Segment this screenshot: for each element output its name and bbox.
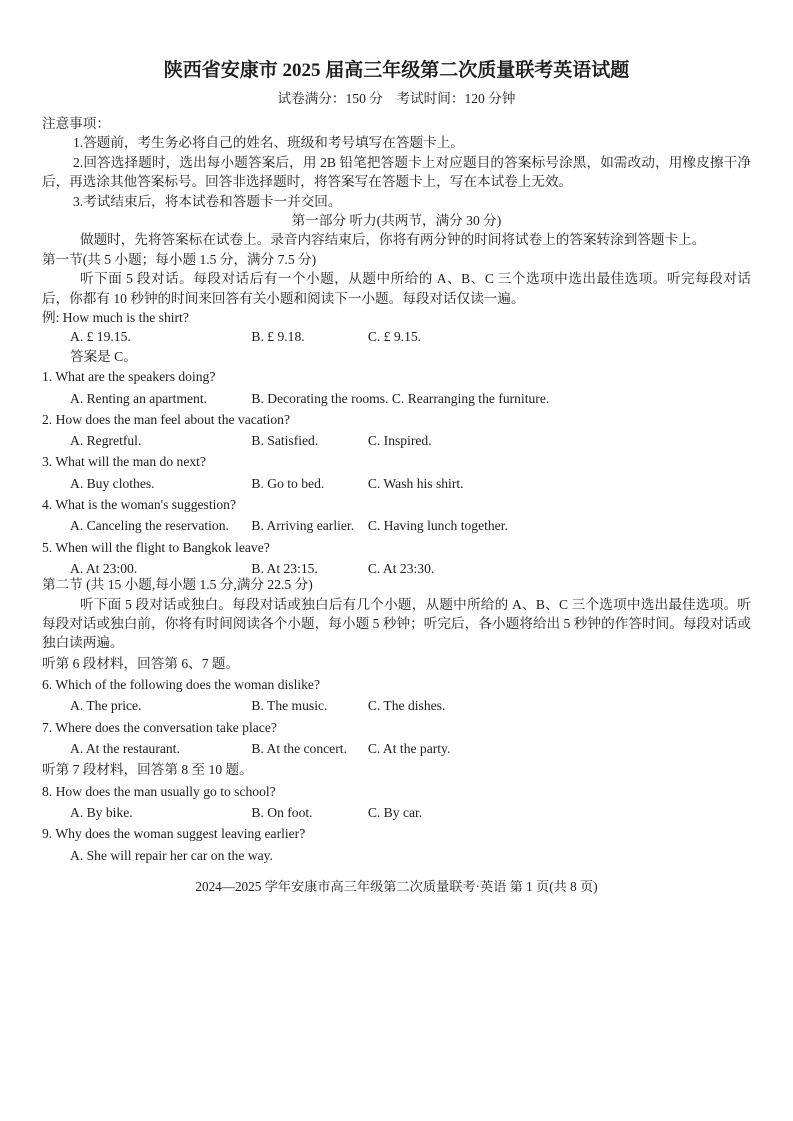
question-4-option-a: A. Canceling the reservation. bbox=[70, 518, 229, 534]
question-5-option-b: B. At 23:15. bbox=[251, 560, 318, 576]
question-1-option-a: A. Renting an apartment. bbox=[70, 390, 208, 406]
question-6-options bbox=[42, 695, 751, 716]
question-4-text: 4. What is the woman's suggestion? bbox=[42, 497, 236, 513]
question-3-option-b: B. Go to bed. bbox=[251, 475, 325, 491]
question-1-option-b: B. Decorating the rooms. bbox=[251, 390, 389, 406]
notice-item-3: 3.考试结束后，将本试卷和答题卡一并交回。 bbox=[73, 193, 342, 209]
example-prompt: 例: How much is the shirt? bbox=[42, 310, 189, 326]
question-8-option-b: B. On foot. bbox=[251, 804, 313, 820]
question-3-text: 3. What will the man do next? bbox=[42, 454, 206, 470]
question-7-option-b: B. At the concert. bbox=[251, 741, 347, 757]
part1-heading: 第一部分 听力(共两节，满分 30 分) bbox=[291, 213, 502, 229]
notice-item-1: 1.答题前，考生务必将自己的姓名、班级和考号填写在答题卡上。 bbox=[73, 135, 464, 151]
question-3-option-a: A. Buy clothes. bbox=[70, 475, 155, 491]
question-5-option-a: A. At 23:00. bbox=[70, 560, 138, 576]
question-2-option-b: B. Satisfied. bbox=[251, 433, 319, 449]
section2-direction: 听下面 5 段对话或独白。每段对话或独白后有几个小题，从题中所给的 A、B、C 三个选项中选出最佳选项。听每段对话或独白前，你将有时间阅读各个小题，每小题 5 秒钟；听完后，各小题将给出 5 秒钟的作答时间。每段对话或独白读两遍。 bbox=[42, 596, 751, 651]
section1-questions bbox=[42, 366, 751, 579]
question-4-options bbox=[42, 515, 751, 536]
section1-direction: 听下面 5 段对话。每段对话后有一个小题，从题中所给的 A、B、C 三个选项中选出最佳选项。听完每段对话后，你都有 10 秒钟的时间来回答有关小题和阅读下一小题。每段对话仅读一遍。 bbox=[42, 271, 751, 306]
section2-questions bbox=[42, 653, 751, 866]
page-footer: 2024—2025 学年安康市高三年级第二次质量联考·英语 第 1 页(共 8 页) bbox=[195, 878, 598, 894]
question-8-options bbox=[42, 802, 751, 823]
question-1-option-c: C. Rearranging the furniture. bbox=[391, 390, 550, 406]
section1-heading: 第一节(共 5 小题；每小题 1.5 分，满分 7.5 分) bbox=[42, 251, 317, 267]
exam-title: 陕西省安康市 2025 届高三年级第二次质量联考英语试题 bbox=[163, 60, 630, 81]
question-8-option-a: A. By bike. bbox=[70, 804, 133, 820]
material-7-note: 听第 7 段材料，回答第 8 至 10 题。 bbox=[42, 762, 253, 778]
question-6-option-c: C. The dishes. bbox=[367, 698, 446, 714]
question-7-option-c: C. At the party. bbox=[367, 741, 451, 757]
question-2-text: 2. How does the man feel about the vacation? bbox=[42, 411, 290, 427]
question-3-options bbox=[42, 473, 751, 494]
question-1-text: 1. What are the speakers doing? bbox=[42, 369, 216, 385]
example-options bbox=[42, 327, 751, 346]
question-6-option-a: A. The price. bbox=[70, 698, 142, 714]
question-4-option-b: B. Arriving earlier. bbox=[251, 518, 355, 534]
exam-meta: 试卷满分：150 分 考试时间：120 分钟 bbox=[277, 91, 516, 106]
example-option-a: A. £ 19.15. bbox=[70, 329, 131, 345]
section2-header bbox=[42, 575, 751, 653]
question-2-option-a: A. Regretful. bbox=[70, 433, 142, 449]
question-6-option-b: B. The music. bbox=[251, 698, 328, 714]
question-2-options bbox=[42, 430, 751, 451]
question-5-text: 5. When will the flight to Bangkok leave? bbox=[42, 539, 270, 555]
notice-and-part1-header bbox=[42, 114, 751, 366]
part1-note: 做题时，先将答案标在试卷上。录音内容结束后，你将有两分钟的时间将试卷上的答案转涂到答题卡上。 bbox=[80, 232, 706, 248]
section2-heading: 第二节 (共 15 小题,每小题 1.5 分,满分 22.5 分) bbox=[42, 577, 313, 593]
question-3-option-c: C. Wash his shirt. bbox=[367, 475, 464, 491]
question-6-text: 6. Which of the following does the woman dislike? bbox=[42, 677, 320, 693]
question-2-option-c: C. Inspired. bbox=[367, 433, 432, 449]
question-9-options bbox=[42, 845, 751, 866]
material-6-note: 听第 6 段材料，回答第 6、7 题。 bbox=[42, 655, 240, 671]
question-4-option-c: C. Having lunch together. bbox=[367, 518, 508, 534]
question-8-option-c: C. By car. bbox=[367, 804, 423, 820]
question-8-text: 8. How does the man usually go to school? bbox=[42, 783, 276, 799]
example-option-c: C. £ 9.15. bbox=[367, 329, 422, 345]
question-7-option-a: A. At the restaurant. bbox=[70, 741, 180, 757]
example-option-b: B. £ 9.18. bbox=[251, 329, 305, 345]
question-1-options bbox=[42, 388, 751, 409]
example-answer-note: 答案是 C。 bbox=[70, 348, 137, 364]
question-5-option-c: C. At 23:30. bbox=[367, 560, 435, 576]
notice-heading: 注意事项： bbox=[42, 116, 110, 131]
question-7-options bbox=[42, 738, 751, 759]
question-9-text: 9. Why does the woman suggest leaving earlier? bbox=[42, 826, 306, 842]
question-9-option-a: A. She will repair her car on the way. bbox=[70, 847, 273, 863]
notice-item-2: 2.回答选择题时，选出每小题答案后，用 2B 铅笔把答题卡上对应题目的答案标号涂黑，如需改动，用橡皮擦干净后，再选涂其他答案标号。回答非选择题时，将答案写在答题卡上，写在本试卷上无效。 bbox=[42, 154, 751, 190]
question-7-text: 7. Where does the conversation take place? bbox=[42, 719, 277, 735]
